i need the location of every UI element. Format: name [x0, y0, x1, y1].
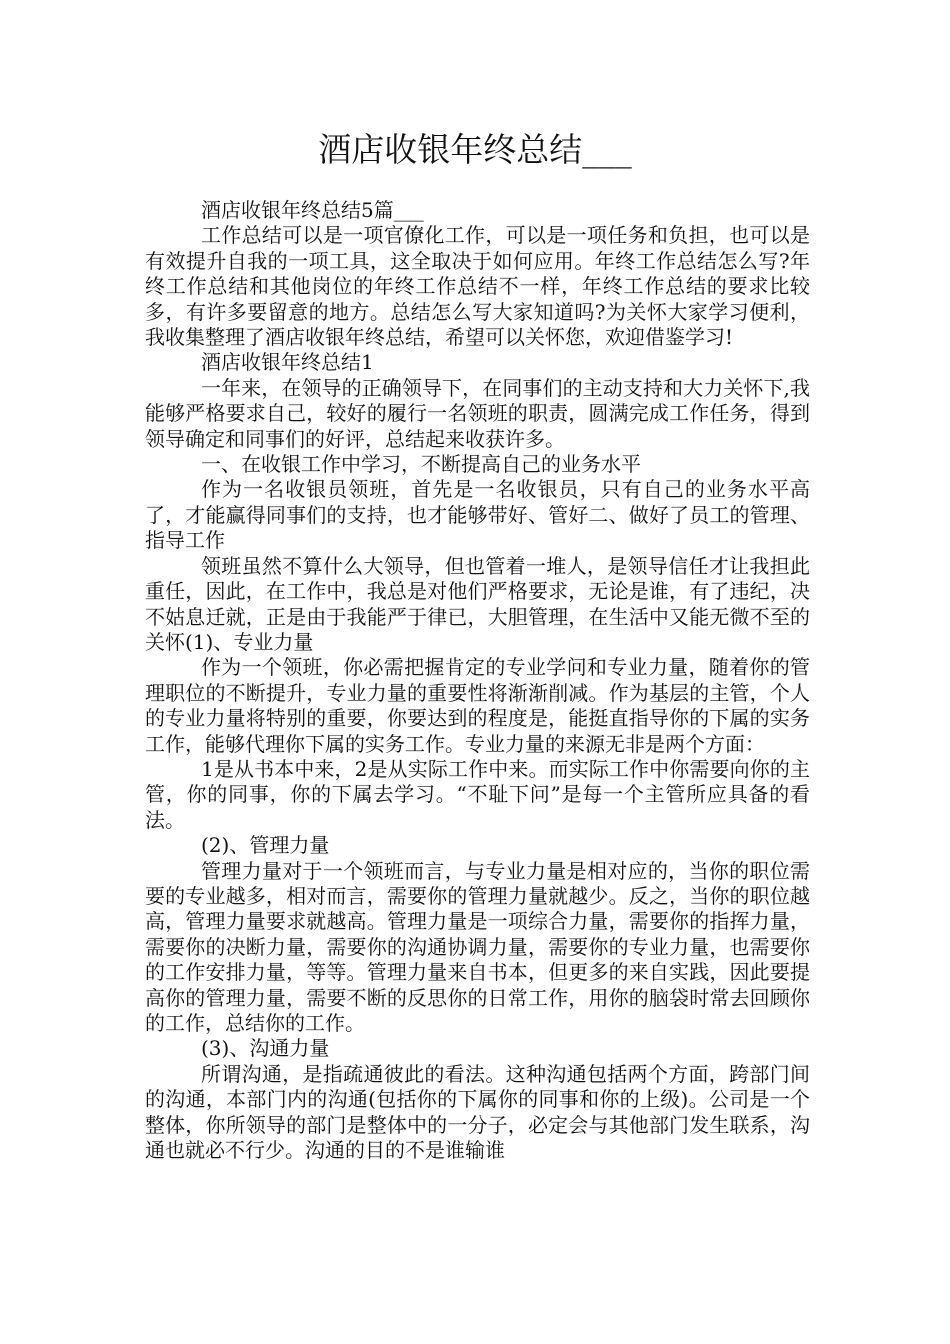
body-paragraph: 管理力量对于一个领班而言，与专业力量是相对应的，当你的职位需要的专业越多，相对而言，需要你的管理力量就越少。反之，当你的职位越高，管理力量要求就越高。管理力量是一项综合力量，需要你的指挥力量，需要你的决断力量，需要你的沟通协调力量，需要你的专业力量，也需要你的工作安排力量，等等。管理力量来自书本，但更多的来自实践，因此要提高你的管理力量，需要不断的反思你的日常工作，用你的脑袋时常去回顾你的工作，总结你的工作。 — [145, 858, 810, 1035]
body-paragraph: 1是从书本中来，2是从实际工作中来。而实际工作中你需要向你的主管，你的同事，你的下属去学习。“不耻下问”是每一个主管所应具备的看法。 — [145, 756, 810, 832]
section-heading: (2)、管理力量 — [201, 833, 330, 858]
document-title: 酒店收银年终总结___ — [318, 130, 632, 169]
intro-paragraph: 工作总结可以是一项官僚化工作，可以是一项任务和负担，也可以是有效提升自我的一项工具，这全取决于如何应用。年终工作总结怎么写?年终工作总结和其他岗位的年终工作总结不一样，年终工作总结的要求比较多，有许多要留意的地方。总结怎么写大家知道吗?为关怀大家学习便利，我收集整理了酒店收银年终总结，希望可以关怀您，欢迎借鉴学习! — [145, 223, 810, 350]
document-body — [145, 198, 810, 1163]
body-paragraph: 作为一个领班，你必需把握肯定的专业学问和专业力量，随着你的管理职位的不断提升，专业力量的重要性将渐渐削减。作为基层的主管，个人的专业力量将特别的重要，你要达到的程度是，能挺直指导你的下属的实务工作，能够代理你下属的实务工作。专业力量的来源无非是两个方面： — [145, 655, 810, 756]
section-heading: 一、在收银工作中学习，不断提高自己的业务水平 — [201, 452, 641, 477]
body-paragraph: 领班虽然不算什么大领导，但也管着一堆人，是领导信任才让我担此重任，因此，在工作中，我总是对他们严格要求，无论是谁，有了违纪，决不姑息迁就，正是由于我能严于律已，大胆管理，在生活中又能无微不至的关怀(1)、专业力量 — [145, 553, 810, 654]
body-paragraph: 一年来，在领导的正确领导下，在同事们的主动支持和大力关怀下,我能够严格要求自己，较好的履行一名领班的职责，圆满完成工作任务，得到领导确定和同事们的好评，总结起来收获许多。 — [145, 375, 810, 451]
body-paragraph: 作为一名收银员领班，首先是一名收银员，只有自己的业务水平高了，才能赢得同事们的支持，也才能够带好、管好二、做好了员工的管理、指导工作 — [145, 477, 810, 553]
subtitle-paragraph: 酒店收银年终总结5篇___ — [201, 198, 424, 222]
body-paragraph: 所谓沟通，是指疏通彼此的看法。这种沟通包括两个方面，跨部门间的沟通，本部门内的沟通(包括你的下属你的同事和你的上级)。公司是一个整体，你所领导的部门是整体中的一分子，必定会与其他部门发生联系，沟通也就必不行少。沟通的目的不是谁输谁 — [145, 1061, 810, 1163]
section-heading: (3)、沟通力量 — [201, 1036, 330, 1061]
section-heading-1: 酒店收银年终总结1 — [201, 350, 374, 375]
